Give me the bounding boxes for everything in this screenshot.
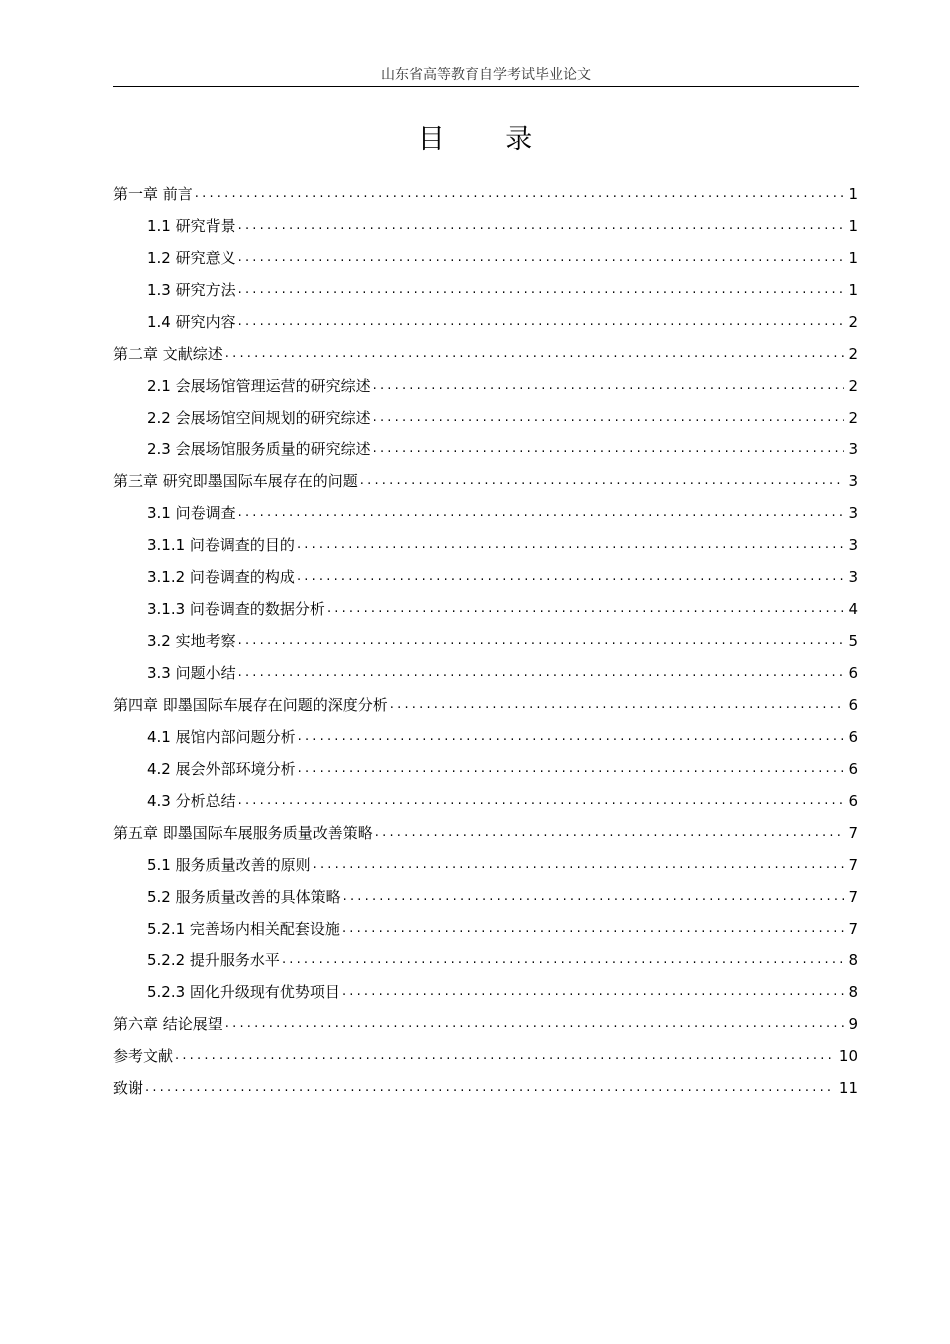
toc-entry-title: 1.2 研究意义 <box>147 248 236 267</box>
toc-entry-title: 第一章 前言 <box>113 184 193 203</box>
toc-leader-dots <box>390 695 845 715</box>
toc-entry-title: 3.1.1 问卷调查的目的 <box>147 536 295 555</box>
toc-entry-title: 3.1 问卷调查 <box>147 504 236 523</box>
toc-entry-title: 第二章 文献综述 <box>113 344 223 363</box>
toc-leader-dots <box>298 727 845 747</box>
toc-entry-title: 参考文献 <box>113 1047 174 1066</box>
toc-entry-section[interactable] <box>113 785 858 817</box>
toc-entry-section[interactable] <box>113 561 858 593</box>
toc-leader-dots <box>282 950 845 970</box>
toc-entry-page: 1 <box>848 248 858 267</box>
toc-entry-title: 4.2 展会外部环境分析 <box>147 759 296 778</box>
toc-entry-title: 3.2 实地考察 <box>147 632 236 651</box>
toc-leader-dots <box>145 1078 835 1098</box>
toc-entry-section[interactable] <box>113 849 858 881</box>
toc-leader-dots <box>238 312 845 332</box>
toc-entry-page: 7 <box>848 823 858 842</box>
toc-entry-chapter[interactable] <box>113 465 858 497</box>
toc-entry-page: 2 <box>848 408 858 427</box>
toc-entry-title: 3.1.3 问卷调查的数据分析 <box>147 600 325 619</box>
toc-entry-chapter[interactable] <box>113 338 858 370</box>
toc-leader-dots <box>238 663 845 683</box>
toc-entry-page: 6 <box>848 759 858 778</box>
toc-leader-dots <box>238 631 845 651</box>
toc-entry-section[interactable] <box>113 529 858 561</box>
toc-entry-page: 2 <box>848 312 858 331</box>
toc-entry-section[interactable] <box>113 497 858 529</box>
toc-entry-title: 3.3 问题小结 <box>147 664 236 683</box>
toc-entry-page: 9 <box>848 1015 858 1034</box>
toc-leader-dots <box>238 216 845 236</box>
toc-leader-dots <box>238 280 845 300</box>
toc-entry-page: 8 <box>848 983 858 1002</box>
toc-entry-title: 2.1 会展场馆管理运营的研究综述 <box>147 376 371 395</box>
toc-leader-dots <box>313 855 845 875</box>
toc-entry-section[interactable] <box>113 945 858 977</box>
toc-leader-dots <box>327 599 845 619</box>
toc-entry-page: 1 <box>848 280 858 299</box>
toc-entry-page: 6 <box>848 664 858 683</box>
toc-entry-page: 5 <box>848 632 858 651</box>
toc-entry-page: 10 <box>838 1047 858 1066</box>
toc-entry-section[interactable] <box>113 370 858 402</box>
toc-entry-page: 3 <box>848 536 858 555</box>
toc-entry-title: 5.1 服务质量改善的原则 <box>147 855 311 874</box>
toc-entry-section[interactable] <box>113 402 858 434</box>
toc-entry-title: 4.1 展馆内部问题分析 <box>147 727 296 746</box>
toc-entry-page: 7 <box>848 855 858 874</box>
toc-entry-chapter[interactable] <box>113 1040 858 1072</box>
toc-entry-section[interactable] <box>113 210 858 242</box>
toc-entry-title: 第三章 研究即墨国际车展存在的问题 <box>113 472 358 491</box>
toc-entry-chapter[interactable] <box>113 1072 858 1104</box>
toc-entry-title: 1.4 研究内容 <box>147 312 236 331</box>
toc-entry-section[interactable] <box>113 274 858 306</box>
toc-leader-dots <box>342 982 845 1002</box>
toc-leader-dots <box>373 439 845 459</box>
toc-entry-section[interactable] <box>113 881 858 913</box>
toc-entry-section[interactable] <box>113 593 858 625</box>
toc-entry-chapter[interactable] <box>113 1008 858 1040</box>
toc-leader-dots <box>238 248 845 268</box>
toc-leader-dots <box>373 408 845 428</box>
toc-entry-page: 3 <box>848 440 858 459</box>
toc-leader-dots <box>297 567 845 587</box>
toc-leader-dots <box>238 503 845 523</box>
toc-leader-dots <box>238 791 845 811</box>
toc-entry-section[interactable] <box>113 657 858 689</box>
toc-leader-dots <box>343 887 845 907</box>
toc-entry-title: 致谢 <box>113 1079 144 1098</box>
toc-leader-dots <box>225 1014 845 1034</box>
toc-entry-page: 1 <box>848 184 858 203</box>
toc-entry-title: 2.2 会展场馆空间规划的研究综述 <box>147 408 371 427</box>
toc-entry-page: 11 <box>838 1079 858 1098</box>
toc-entry-section[interactable] <box>113 913 858 945</box>
toc-entry-section[interactable] <box>113 625 858 657</box>
toc-entry-section[interactable] <box>113 753 858 785</box>
toc-entry-page: 6 <box>848 727 858 746</box>
toc-entry-page: 8 <box>848 951 858 970</box>
toc-entry-section[interactable] <box>113 242 858 274</box>
toc-entry-title: 2.3 会展场馆服务质量的研究综述 <box>147 440 371 459</box>
toc-entry-section[interactable] <box>113 306 858 338</box>
toc-leader-dots <box>342 919 845 939</box>
toc-entry-title: 1.1 研究背景 <box>147 216 236 235</box>
toc-entry-section[interactable] <box>113 721 858 753</box>
toc-entry-page: 3 <box>848 568 858 587</box>
toc-entry-chapter[interactable] <box>113 817 858 849</box>
toc-leader-dots <box>225 344 845 364</box>
toc-entry-title: 第四章 即墨国际车展存在问题的深度分析 <box>113 695 388 714</box>
toc-entry-section[interactable] <box>113 976 858 1008</box>
toc-entry-title: 3.1.2 问卷调查的构成 <box>147 568 295 587</box>
toc-entry-title: 4.3 分析总结 <box>147 791 236 810</box>
toc-entry-page: 7 <box>848 919 858 938</box>
toc-entry-page: 7 <box>848 887 858 906</box>
toc-entry-title: 5.2.2 提升服务水平 <box>147 951 280 970</box>
toc-leader-dots <box>175 1046 835 1066</box>
page-title: 目 录 <box>417 124 559 155</box>
toc-leader-dots <box>373 376 845 396</box>
toc-leader-dots <box>298 759 845 779</box>
toc-entry-title: 5.2.1 完善场内相关配套设施 <box>147 919 340 938</box>
toc-entry-page: 1 <box>848 216 858 235</box>
toc-entry-title: 5.2 服务质量改善的具体策略 <box>147 887 341 906</box>
toc-entry-section[interactable] <box>113 434 858 466</box>
toc-leader-dots <box>195 184 845 204</box>
toc-entry-chapter[interactable] <box>113 689 858 721</box>
toc-entry-page: 6 <box>848 695 858 714</box>
toc-leader-dots <box>297 535 845 555</box>
toc-entry-page: 2 <box>848 344 858 363</box>
toc-entry-title: 第六章 结论展望 <box>113 1015 223 1034</box>
running-header: 山东省高等教育自学考试毕业论文 <box>113 64 859 87</box>
table-of-contents <box>113 178 858 1104</box>
toc-entry-page: 6 <box>848 791 858 810</box>
toc-entry-page: 4 <box>848 600 858 619</box>
toc-entry-title: 第五章 即墨国际车展服务质量改善策略 <box>113 823 373 842</box>
toc-entry-title: 5.2.3 固化升级现有优势项目 <box>147 983 340 1002</box>
toc-entry-chapter[interactable] <box>113 178 858 210</box>
toc-entry-page: 3 <box>848 504 858 523</box>
toc-entry-title: 1.3 研究方法 <box>147 280 236 299</box>
toc-leader-dots <box>360 471 845 491</box>
toc-entry-page: 2 <box>848 376 858 395</box>
toc-leader-dots <box>375 823 845 843</box>
toc-entry-page: 3 <box>848 472 858 491</box>
